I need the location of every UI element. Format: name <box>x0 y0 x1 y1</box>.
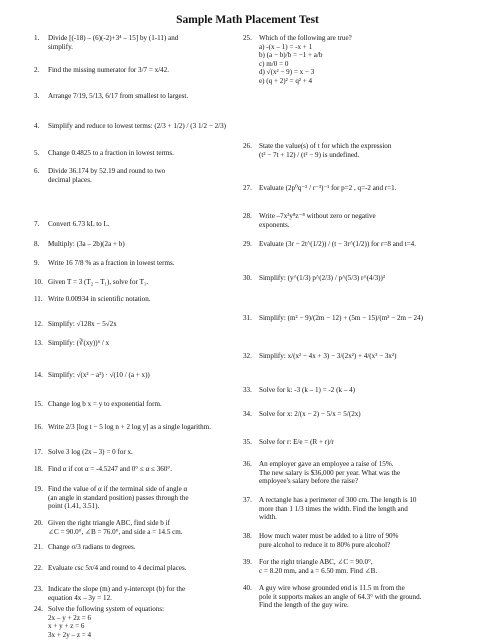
question-20 <box>34 519 239 536</box>
question-text: Divide 36.174 by 52.19 and round to two decimal places. <box>48 167 166 184</box>
question-12 <box>34 320 239 329</box>
question-16 <box>34 423 239 432</box>
question-10 <box>34 278 239 287</box>
question-19 <box>34 485 239 511</box>
question-text: Solve the following system of equations: 2x – y + 2z = 6 x + y + z = 6 3x + 2y – z = 4 <box>48 605 165 639</box>
question-5 <box>34 149 239 158</box>
question-32 <box>243 352 465 361</box>
question-number: 2. <box>34 66 40 74</box>
question-text: How much water must be added to a litre of 90% pure alcohol to reduce it to 80% pure alcohol? <box>259 532 399 549</box>
question-number: 31. <box>243 314 252 322</box>
question-text: Find the missing numerator for 3/7 = x/42. <box>48 66 170 74</box>
question-6 <box>34 167 239 184</box>
question-text: Write 0.00934 in scientific notation. <box>48 295 151 303</box>
question-text: Simplify: (∛(xy))⁶ / x <box>48 339 110 347</box>
question-number: 13. <box>34 339 43 347</box>
question-text: Evaluate (2p⁰q⁻² / r⁻³)⁻¹ for p=2 , q=-2 and r=1. <box>259 184 397 192</box>
question-number: 29. <box>243 240 252 248</box>
question-37 <box>243 496 465 522</box>
question-number: 9. <box>34 259 40 267</box>
question-21 <box>34 543 239 552</box>
question-1 <box>34 34 239 51</box>
question-text: State the value(s) of t for which the expression (t² − 7t + 12) / (t² − 9) is undefined. <box>259 142 392 159</box>
question-18 <box>34 465 239 474</box>
question-text: Divide [(-18) – (6)(-2)+3⁴ – 15] by (1-11) and simplify. <box>48 34 179 51</box>
question-text: Write –7x³y⁸z⁻⁸ without zero or negative exponents. <box>259 212 376 229</box>
question-text: A guy wire whose grounded end is 11.5 m from the pole it supports makes an angle of 64.3° with the ground. Find the length of the guy wire. <box>259 584 422 610</box>
question-number: 16. <box>34 423 43 431</box>
question-text: Given the right triangle ABC, find side b if ∠C = 90.0°, ∠B = 76.0°, and side a = 14.5 cm. <box>48 519 183 536</box>
question-number: 8. <box>34 240 40 248</box>
question-text: Change 0.4825 to a fraction in lowest terms. <box>48 149 174 157</box>
question-text: Multiply: (3a – 2b)(2a + b) <box>48 240 125 248</box>
question-14 <box>34 371 239 380</box>
question-text: Simplify: x/(x² − 4x + 3) − 3/(2x²) + 4/(x³ − 3x²) <box>259 352 397 360</box>
question-text: Evaluate csc 5π/4 and round to 4 decimal places. <box>48 564 187 572</box>
question-text: Simplify: √128x − 5√2x <box>48 320 117 328</box>
question-8 <box>34 240 239 249</box>
question-number: 14. <box>34 371 43 379</box>
question-text: Evaluate (3r − 2t^(1/2)) / (t − 3r^(1/2)) for r=8 and t=4. <box>259 240 417 248</box>
question-number: 12. <box>34 320 43 328</box>
question-text: Arrange 7/19, 5/13, 6/17 from smallest to largest. <box>48 92 189 100</box>
question-number: 4. <box>34 122 40 130</box>
question-text: Change σ/3 radians to degrees. <box>48 543 136 551</box>
question-number: 23. <box>34 585 43 593</box>
question-number: 24. <box>34 605 43 613</box>
question-number: 11. <box>34 295 43 303</box>
question-text: Simplify: (y^(1/3) p^(2/3) / p^(5/3) r^(4/3))³ <box>259 274 385 282</box>
question-number: 34. <box>243 410 252 418</box>
question-11 <box>34 295 239 304</box>
question-text: Convert 6.73 kL to L. <box>48 220 110 228</box>
question-text: Simplify: (m² − 9)/(2m − 12) + (5m − 15)/(m² − 2m − 24) <box>259 314 424 322</box>
question-number: 1. <box>34 34 40 42</box>
question-35 <box>243 438 465 447</box>
question-24 <box>34 605 239 639</box>
question-number: 17. <box>34 448 43 456</box>
question-9 <box>34 259 239 268</box>
question-number: 32. <box>243 352 252 360</box>
question-text: Given T = 3 (T₂ – T₁), solve for T₁. <box>48 278 149 286</box>
question-28 <box>243 212 465 229</box>
question-text: Simplify: √(x² − a²) · √(10 / (a + x)) <box>48 371 150 379</box>
question-38 <box>243 532 465 549</box>
question-27 <box>243 184 465 193</box>
question-29 <box>243 240 465 249</box>
question-3 <box>34 92 239 101</box>
question-15 <box>34 400 239 409</box>
question-text: Write 16 7/8 % as a fraction in lowest terms. <box>48 259 175 267</box>
question-number: 22. <box>34 564 43 572</box>
question-number: 21. <box>34 543 43 551</box>
question-number: 5. <box>34 149 40 157</box>
question-4 <box>34 122 239 131</box>
question-number: 28. <box>243 212 252 220</box>
question-number: 37. <box>243 496 252 504</box>
question-number: 7. <box>34 220 40 228</box>
question-39 <box>243 558 465 575</box>
question-text: Write 2/3 [log t − 5 log n + 2 log y] as a single logarithm. <box>48 423 211 431</box>
question-34 <box>243 410 465 419</box>
question-number: 30. <box>243 274 252 282</box>
question-text: An employer gave an employee a raise of 15%. The new salary is $36,000 per year. What was the employee's salary before the raise? <box>259 460 401 486</box>
question-text: Solve 3 log (2x – 3) = 0 for x. <box>48 448 133 456</box>
question-40 <box>243 584 465 610</box>
question-text: Indicate the slope (m) and y-intercept (b) for the equation 4x – 3y = 12. <box>48 585 186 602</box>
question-text: Which of the following are true? a) -(x – 1) = -x + 1 b) (a − b)/b = −1 + a/b c) m/0 = 0 d) √(x² − 9) = x − 3 e) (q + 2)² = q² + 4 <box>259 34 352 85</box>
question-text: Change log b x = y to exponential form. <box>48 400 162 408</box>
question-number: 18. <box>34 465 43 473</box>
question-text: For the right triangle ABC, ∠C = 90.0°, c = 8.20 mm, and a = 6.50 mm. Find ∠B. <box>259 558 378 575</box>
question-number: 35. <box>243 438 252 446</box>
question-30 <box>243 274 465 283</box>
question-33 <box>243 386 465 395</box>
question-number: 38. <box>243 532 252 540</box>
question-17 <box>34 448 239 457</box>
question-text: Solve for r: E/e = (R + r)/r <box>259 438 334 446</box>
question-13 <box>34 339 239 348</box>
question-36 <box>243 460 465 486</box>
question-number: 6. <box>34 167 40 175</box>
question-22 <box>34 564 239 573</box>
question-number: 26. <box>243 142 252 150</box>
question-26 <box>243 142 465 159</box>
question-text: Solve for k: -3 (k – 1) = -2 (k – 4) <box>259 386 356 394</box>
question-text: Solve for x: 2/(x − 2) − 5/x = 5/(2x) <box>259 410 361 418</box>
question-text: A rectangle has a perimeter of 300 cm. The length is 10 more than 1 1/3 times the width. Find the length and width. <box>259 496 417 522</box>
question-text: Find α if cot α = -4.5247 and 0° ≤ α ≤ 360°. <box>48 465 172 473</box>
question-number: 19. <box>34 485 43 493</box>
question-23 <box>34 585 239 602</box>
question-number: 25. <box>243 34 252 42</box>
question-text: Find the value of α if the terminal side of angle α (an angle in standard position) passes through the point (1.41, 3.51). <box>48 485 189 511</box>
question-31 <box>243 314 465 323</box>
question-number: 40. <box>243 584 252 592</box>
question-number: 27. <box>243 184 252 192</box>
question-25 <box>243 34 465 86</box>
question-number: 39. <box>243 558 252 566</box>
question-text: Simplify and reduce to lowest terms: (2/3 + 1/2) / (3 1/2 − 2/3) <box>48 122 227 130</box>
question-number: 36. <box>243 460 252 468</box>
question-7 <box>34 220 239 229</box>
page-title: Sample Math Placement Test <box>176 14 319 26</box>
question-number: 20. <box>34 519 43 527</box>
question-number: 15. <box>34 400 43 408</box>
question-2 <box>34 66 239 75</box>
question-number: 10. <box>34 278 43 286</box>
question-number: 33. <box>243 386 252 394</box>
question-number: 3. <box>34 92 40 100</box>
